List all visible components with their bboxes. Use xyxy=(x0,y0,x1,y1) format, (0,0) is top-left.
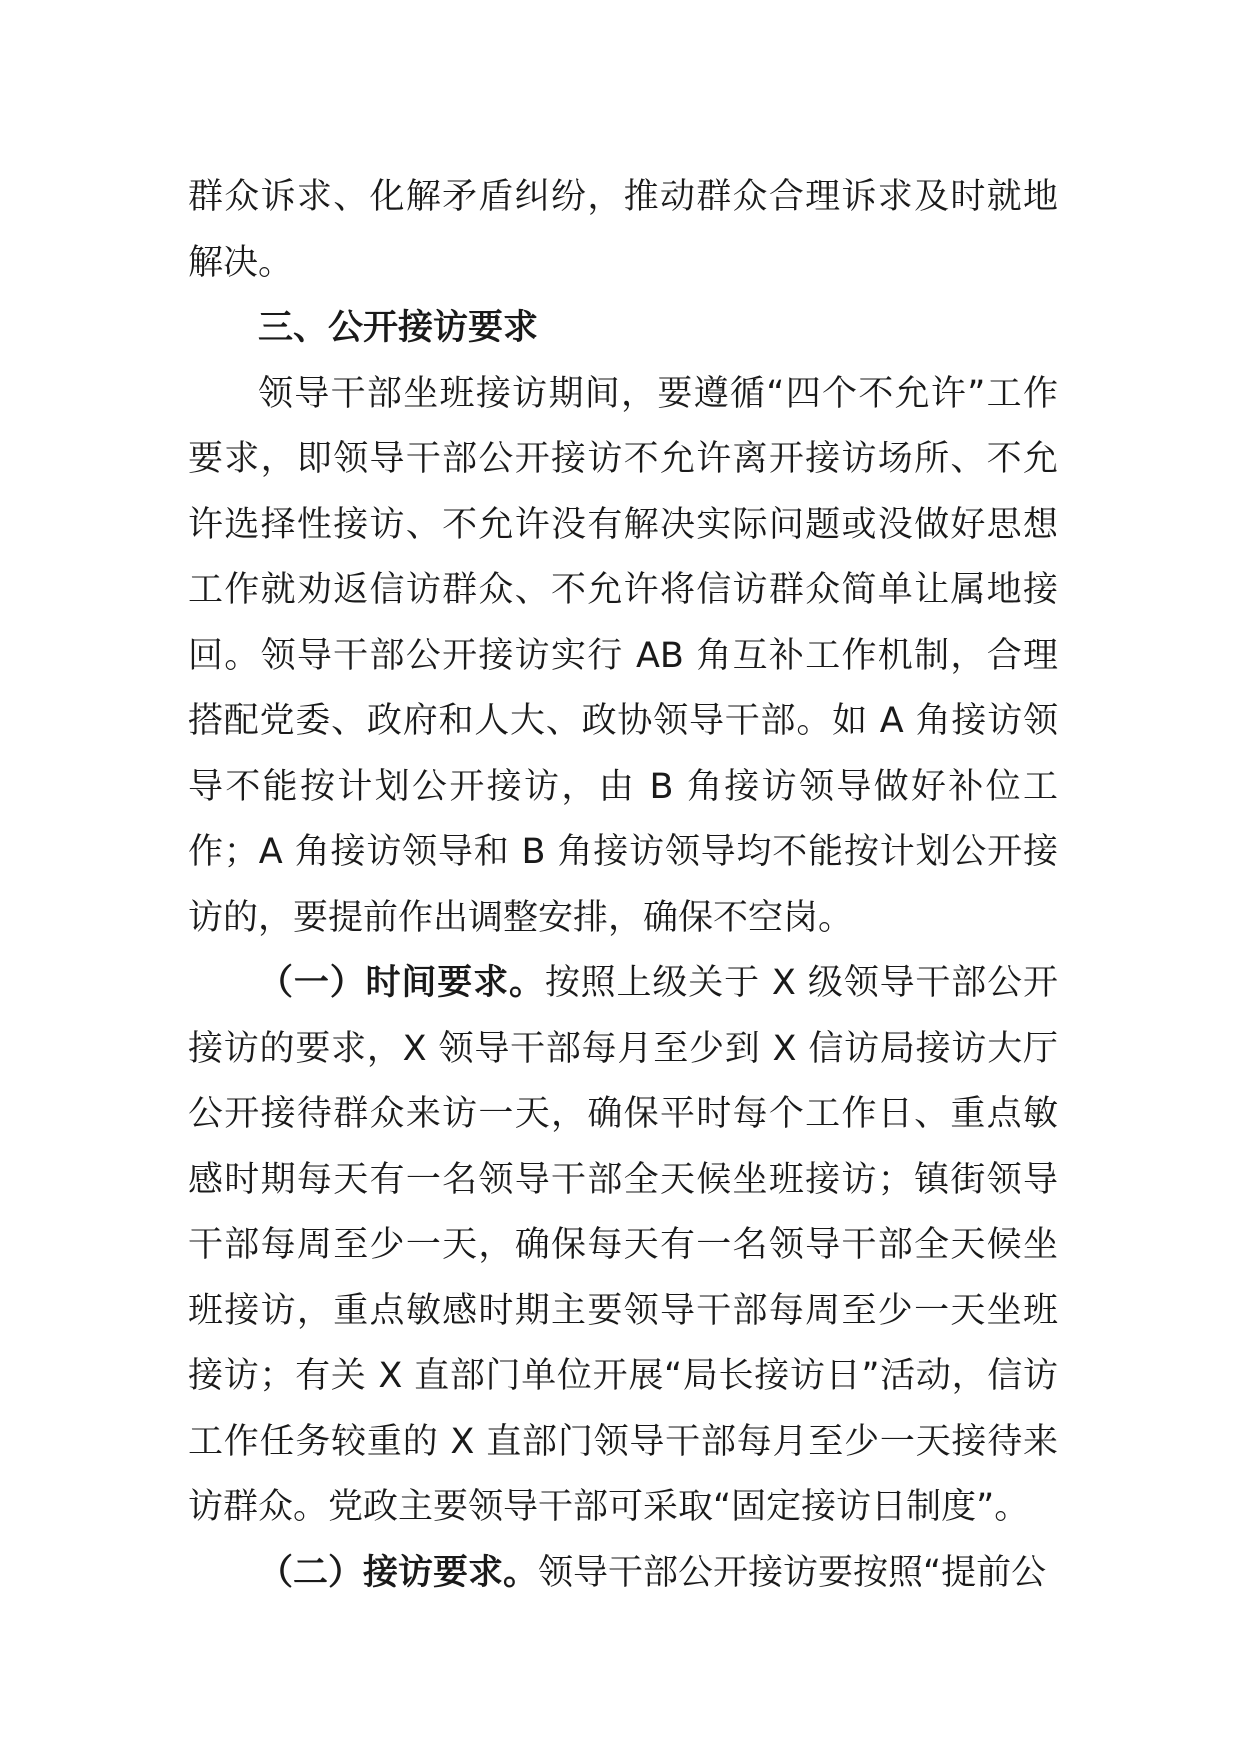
paragraph-time-requirements xyxy=(188,951,1058,1541)
document-body xyxy=(188,165,1058,1606)
paragraph-visit-requirements xyxy=(188,1541,1058,1607)
paragraph-continuation: 群众诉求、化解矛盾纠纷，推动群众合理诉求及时就地解决。 xyxy=(188,177,1058,283)
subsection-label-time: （一）时间要求。 xyxy=(258,963,545,1003)
subsection-text-visit: 领导干部公开接访要按照“提前公 xyxy=(538,1552,1047,1593)
section-heading: 三、公开接访要求 xyxy=(258,308,539,348)
subsection-text-time: 按照上级关于 X 级领导干部公开接访的要求，X 领导干部每月至少到 X 信访局接访大厅公开接待群众来访一天，确保平时每个工作日、重点敏感时期每天有一名领导干部全天候坐班接访；镇街领导干部每周至少一天，确保每天有一名领导干部全天候坐班接访，重点敏感时期主要领导干部每周至少一天坐班接访；有关 X 直部门单位开展“局长接访日”活动，信访工作任务较重的 X 直部门领导干部每月至少一天接待来访群众。党政主要领导干部可采取“固定接访日制度”。 xyxy=(188,963,1058,1527)
subsection-label-visit: （二）接访要求。 xyxy=(258,1552,539,1593)
paragraph-requirements: 领导干部坐班接访期间，要遵循“四个不允许”工作要求，即领导干部公开接访不允许离开接访场所、不允许选择性接访、不允许没有解决实际问题或没做好思想工作就劝返信访群众、不允许将信访群众简单让属地接回。领导干部公开接访实行 AB 角互补工作机制，合理搭配党委、政府和人大、政协领导干部。如 A 角接访领导不能按计划公开接访，由 B 角接访领导做好补位工作；A 角接访领导和 B 角接访领导均不能按计划公开接访的，要提前作出调整安排，确保不空岗。 xyxy=(188,373,1058,938)
